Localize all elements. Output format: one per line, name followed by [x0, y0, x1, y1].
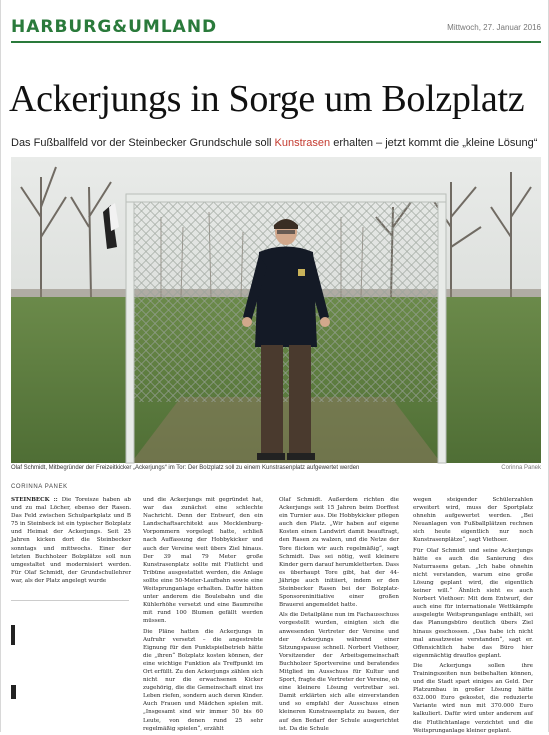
issue-date: Mittwoch, 27. Januar 2016: [447, 22, 541, 32]
masthead-rule: [11, 41, 541, 43]
byline: CORINNA PANEK: [11, 484, 68, 490]
article-photo: [11, 157, 541, 463]
dateline: STEINBECK ::: [11, 497, 58, 503]
headline: Ackerjungs in Sorge um Bolzplatz: [9, 78, 525, 120]
photo-caption: Olaf Schmidt, Mitbegründer der Freizeitkicker „Ackerjungs“ im Tor: Der Bolzplatz soll zu einem Kunstrasenplatz aufgewertet werden: [11, 465, 360, 471]
photo-credit: Corinna Panek: [501, 465, 541, 471]
paragraph: Für Olaf Schmidt und seine Ackerjungs hätte es auch die Sanierung des Naturrasens getan. „Ich habe ohnehin nicht verstanden, warum eine große Lösung geplant wird, die eigentlich keiner will.“ Ähnlich sieht es auch Norbert Viethoer: Mit dem Entwurf, der auch eine für internationale Wettkämpfe ausgelegte Weitsprunganlage enthält, sei das Planungsbüro deutlich übers Ziel hinaus geschossen. „Das habe ich nicht mal ansatzweise verstanden“, sagt er. Offensichtlich habe das Büro hier eigenmächtig drauflos geplant.: [413, 547, 533, 659]
subhead-highlight: Kunstrasen: [274, 137, 331, 149]
paragraph: Die Pläne hatten die Ackerjungs in Aufruhr versetzt – die angestrebte Eignung für den Punktspielbetrieb hätte die „ihren“ Bolzplatz kosten können, der eine wichtige Funktion als Treffpunkt im Ort erfüllt. Zu den Ackerjungs zählen sich nicht nur die erwachsenen Kicker zugehörig, die die Gemeinschaft einst ins Leben riefen, sondern auch deren Kinder. Auch Frauen und Mädchen spielen mit. „Insgesamt sind wir immer 50 bis 60 Leute, von denen rund 25 sehr regelmäßig spielen“, erzählt: [143, 628, 263, 732]
photo-caption-row: [11, 465, 541, 475]
masthead: [11, 16, 541, 38]
paragraph: Olaf Schmidt. Außerdem richten die Ackerjungs seit 15 Jahren beim Dorffest ein Turnier aus. Die Hobbykicker pflegen auch den Platz. „Wir haben auf eigene Kosten einen Landwirt damit beauftragt, den Rasen zu walzen, und die Netze der Tore flicken wir auch regelmäßig“, sagt Schmidt. Das sei nötig, weil kleinere Kinder gern darauf herumkletterten. Dass es überhaupt Tore gibt, hat der 44-Jährige auch initiiert, indem er den Steinbecker Rasen bei der Bolzplatz-Sponsoreninitiative einer großen Brauerei angemeldet hatte.: [279, 497, 399, 609]
subhead-text-start: Das Fußballfeld vor der Steinbecker Grundschule soll: [11, 137, 275, 149]
ad-marker: [11, 625, 15, 645]
subhead-text-end: erhalten – jetzt kommt die „kleine Lösung“: [330, 137, 538, 149]
paragraph: und die Ackerjungs mit gegründet hat, war das zunächst eine schlechte Nachricht. Denn der Entwurf, den ein Landschaftsarchitekt aus Mecklenburg-Vorpommern vorgelegt hatte, schließ nach Auffassung der Hobbykicker und auch der Vereine weit übers Ziel hinaus. Der 39 mal 79 Meter große Kunstrasenplatz sollte mit Flutlicht und Tribüne ausgestattet werden, die Anlage sollte eine 50-Meter-Laufbahn sowie eine Weitsprunganlage erhalten. Dafür hätten unter anderem die Boulebahn und die Kühlerhöhe versetzt und eine Baumreihe mit rund 100 Blumen gefällt werden müssen.: [143, 497, 263, 625]
ad-marker: [11, 685, 16, 699]
paragraph: Als die Detailpläne nun im Fachausschuss vorgestellt wurden, einigten sich die anwesenden Vertreter der Vereine und der Ackerjungs während einer Sitzungspause schnell. Norbert Viethoer, Vorsitzender der Arbeitsgemeinschaft Buchholzer Sportvereine und beratendes Mitglied im Ausschuss für Kultur und Sport, fragte die Vertreter der Vereine, ob eine kleinere Lösung vertretbar sei. Damit erklärten sich alle einverstanden und so empfahl der Ausschuss einen kleineren Kunstrasenplatz zu bauen, der auf den Bedarf der Schule ausgerichtet ist. Da die Schule: [279, 612, 399, 732]
paragraph: Die Ackerjungs sollen ihre Trainingszeiten nun beibehalten können, und die Stadt spart einiges an Geld. Der Platzumbau in großer Lösung hätte 632.000 Euro gekostet, die reduzierte Variante wird nun mit 370.000 Euro kalkuliert. Dafür wird unter anderem auf die Flutlichtanlage verzichtet und die Weitsprunganlage kleiner geplant.: [413, 662, 533, 734]
text-column-2: [143, 496, 263, 732]
paragraph-text: Die Toreisze haben ab und zu mal Löcher, ebenso der Rasen. Das Feld zwischen Schulparkplatz und B 75 in Steinbeck ist ein typischer Bolzplatz und Heimat der Ackerjungs. Seit 25 Jahren kicken dort die Steinbecker sonntags und mittwochs. Einer der letzten Buchholzer Bolzplätze soll nun umgestaltet und modernisiert werden. Für Olaf Schmidt, der Grundschullehrer war, als der Platz angelegt wurde: [11, 497, 131, 584]
subheadline: [11, 137, 541, 149]
paragraph: wegen steigender Schülerzahlen erweitert wird, muss der Sportplatz ohnehin aufgewertet werden. „Bei Neuanlagen von Fußballplätzen rechnen sich heute eigentlich nur noch Kunstrasenplätze“, sagt Viethoer.: [413, 497, 533, 544]
text-column-4: [413, 496, 533, 734]
text-column-3: [279, 496, 399, 732]
section-title: HARBURG&UMLAND: [11, 17, 218, 37]
ad-space: [11, 600, 129, 719]
photo-illustration: [11, 157, 541, 463]
paragraph: [11, 496, 131, 585]
